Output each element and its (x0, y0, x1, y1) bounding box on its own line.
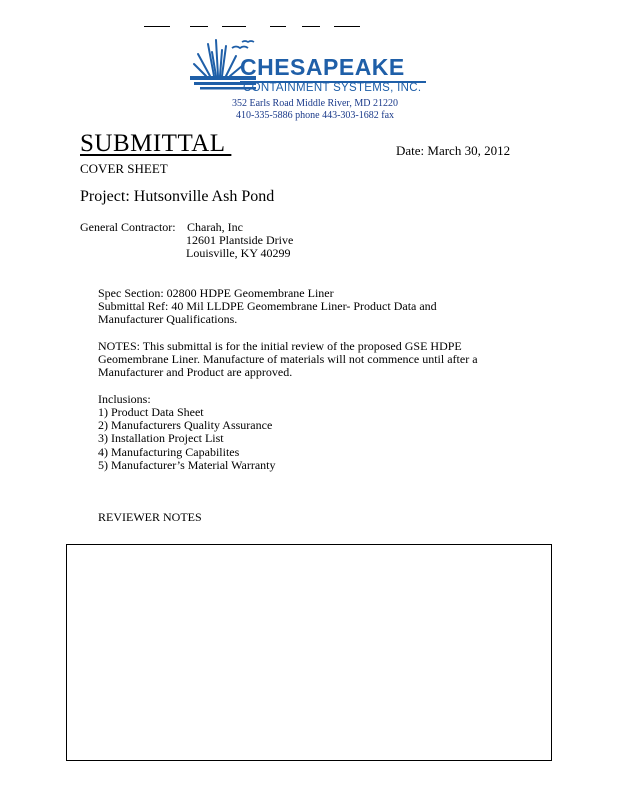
inclusion-item: 3) Installation Project List (98, 431, 224, 445)
document-title: SUBMITTAL (80, 130, 232, 157)
submittal-ref: Submittal Ref: 40 Mil LLDPE Geomembrane Liner- Product Data and (98, 299, 437, 313)
contractor-street: 12601 Plantside Drive (186, 233, 294, 247)
document-date: Date: March 30, 2012 (396, 143, 511, 158)
header-rule-5 (302, 26, 320, 27)
header-rule-4 (270, 26, 286, 27)
company-address: 352 Earls Road Middle River, MD 21220 (232, 98, 398, 109)
header-rule-1 (144, 26, 170, 27)
notes-line: Manufacturer and Product are approved. (98, 365, 293, 379)
submittal-ref-cont: Manufacturer Qualifications. (98, 312, 238, 326)
notes-line: NOTES: This submittal is for the initial review of the proposed GSE HDPE (98, 339, 462, 353)
contractor-city: Louisville, KY 40299 (186, 246, 291, 260)
inclusion-item: 2) Manufacturers Quality Assurance (98, 418, 273, 432)
contractor-label: General Contractor: (80, 220, 176, 234)
contractor-name: Charah, Inc (187, 220, 243, 234)
company-name: CHESAPEAKE (240, 54, 405, 80)
project-name: Project: Hutsonville Ash Pond (80, 188, 275, 205)
inclusion-item: 4) Manufacturing Capabilites (98, 445, 240, 459)
header-rule-3 (222, 26, 246, 27)
inclusion-item: 5) Manufacturer’s Material Warranty (98, 458, 276, 472)
notes-line: Geomembrane Liner. Manufacture of materials will not commence until after a (98, 352, 478, 366)
reviewer-notes-heading: REVIEWER NOTES (98, 510, 202, 524)
inclusion-item: 1) Product Data Sheet (98, 405, 204, 419)
header-rule-2 (190, 26, 208, 27)
reviewer-notes-box[interactable] (66, 544, 552, 761)
document-subtitle: COVER SHEET (80, 161, 168, 176)
spec-section: Spec Section: 02800 HDPE Geomembrane Liner (98, 286, 334, 300)
company-subtitle: CONTAINMENT SYSTEMS, INC. (243, 82, 422, 94)
header-rule-6 (334, 26, 360, 27)
company-phone-fax: 410-335-5886 phone 443-303-1682 fax (236, 110, 395, 121)
company-logo (188, 38, 428, 98)
inclusions-heading: Inclusions: (98, 392, 151, 406)
